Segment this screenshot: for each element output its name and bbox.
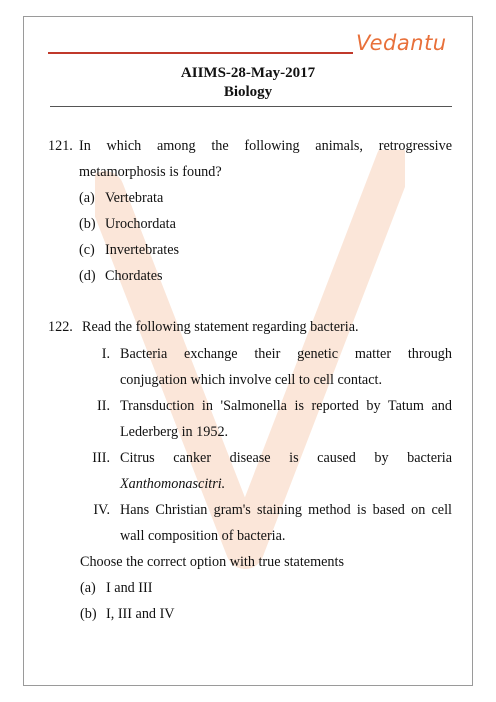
option-letter: (b) — [79, 216, 96, 232]
option-letter: (c) — [79, 242, 95, 258]
option-text: Invertebrates — [105, 242, 180, 258]
instruction-text: Choose the correct option with true statements — [80, 554, 344, 570]
question-number: 122. — [48, 319, 73, 335]
statement-numeral: II. — [97, 398, 110, 414]
vedantu-logo: Vedantu — [356, 31, 447, 55]
statement-numeral: III. — [92, 450, 110, 466]
statement-text: Bacteria exchange their genetic matter through — [120, 346, 452, 362]
statement-text: wall composition of bacteria. — [120, 528, 286, 544]
option-text: I, III and IV — [106, 606, 175, 622]
option-letter: (b) — [80, 606, 97, 622]
option-text: Chordates — [105, 268, 163, 284]
statement-text: Lederberg in 1952. — [120, 424, 229, 440]
question-text: Read the following statement regarding bacteria. — [82, 319, 359, 335]
option-letter: (a) — [79, 190, 95, 206]
question-text-line: metamorphosis is found? — [79, 164, 222, 180]
statement-text: Xanthomonascitri. — [120, 476, 226, 492]
statement-text: Citrus canker disease is caused by bacteria — [120, 450, 452, 466]
statement-text: Hans Christian gram's staining method is based on cell — [120, 502, 452, 518]
question-text-line: In which among the following animals, retrogressive — [79, 138, 452, 154]
statement-numeral: I. — [101, 346, 110, 362]
question-number: 121. — [48, 138, 73, 154]
statement-text: conjugation which involve cell to cell contact. — [120, 372, 382, 388]
statement-text: Transduction in 'Salmonella is reported by Tatum and — [120, 398, 452, 414]
exam-title: AIIMS-28-May-2017 — [180, 65, 316, 81]
statement-numeral: IV. — [93, 502, 110, 518]
subject-title: Biology — [223, 84, 273, 100]
option-text: Urochordata — [105, 216, 176, 232]
option-letter: (d) — [79, 268, 96, 284]
option-text: Vertebrata — [105, 190, 164, 206]
option-letter: (a) — [80, 580, 96, 596]
option-text: I and III — [106, 580, 153, 596]
